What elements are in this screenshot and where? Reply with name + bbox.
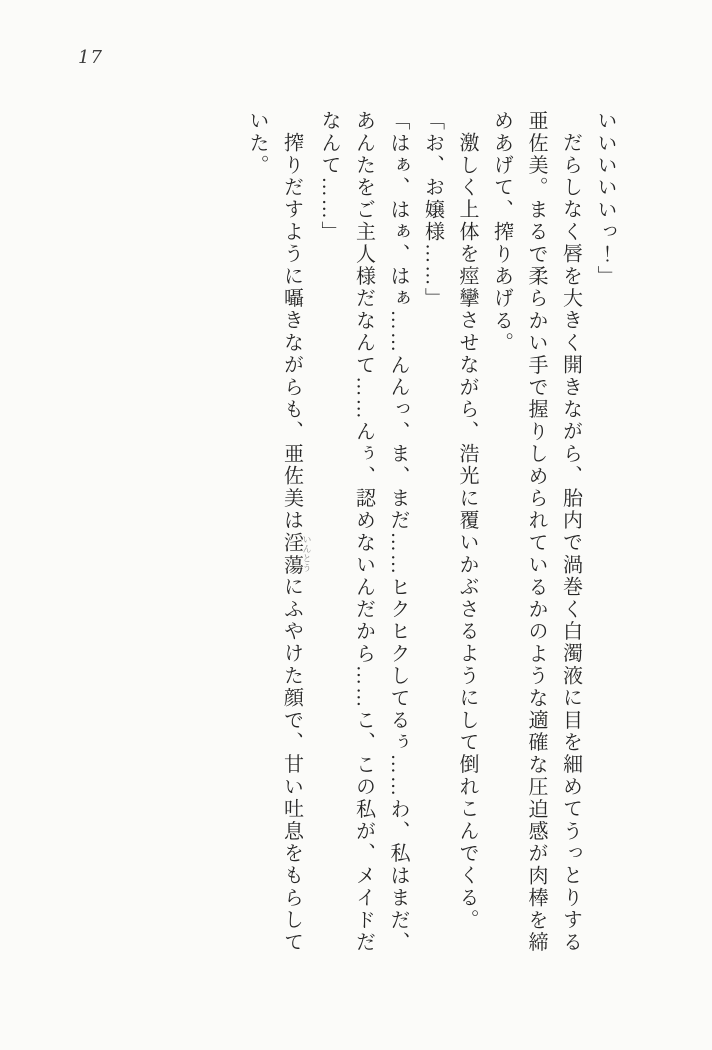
text-segment: めあげて、搾りあげる。 (490, 110, 513, 355)
text-segment: あんたをご主人様だなんて……んぅ、認めないんだから……こ、この私が、メイドだ (352, 110, 375, 954)
text-column (484, 110, 519, 958)
text-column (346, 110, 381, 958)
text-segment: いいいいいっ！」 (594, 110, 616, 288)
text-column (274, 110, 312, 958)
ruby-annotated-word (280, 531, 312, 577)
text-column (312, 110, 347, 958)
text-segment: 搾りだすように囁きながらも、亜佐美は (280, 132, 303, 532)
text-segment: 淫蕩 (280, 531, 303, 577)
text-column (240, 110, 275, 958)
text-segment: 「はぁ、はぁ、はぁ……んんっ、ま、まだ……ヒクヒクしてるぅ……わ、私はまだ、 (387, 110, 409, 954)
text-segment: だらしなく唇を大きく開きながら、胎内で渦巻く白濁液に目を細めてうっとりする (559, 132, 582, 954)
text-segment: 激しく上体を痙攣させながら、浩光に覆いかぶさるようにして倒れこんでくる。 (456, 132, 478, 932)
vertical-text-block (240, 110, 623, 958)
text-column (519, 110, 554, 958)
text-segment: 「お、お嬢様……」 (421, 110, 444, 310)
text-column (450, 110, 485, 958)
text-column (415, 110, 450, 958)
text-column (588, 110, 623, 958)
text-segment: にふやけた顔で、甘い吐息をもらして (280, 576, 303, 954)
page-number: 17 (78, 47, 103, 68)
text-segment: 亜佐美。まるで柔らかい手で握りしめられているかのような適確な圧迫感が肉棒を締 (525, 110, 547, 954)
text-column (553, 110, 588, 958)
furigana: いんとう (301, 531, 312, 577)
text-segment: なんて……」 (318, 110, 340, 244)
text-segment: いた。 (246, 110, 268, 177)
text-column (381, 110, 416, 958)
